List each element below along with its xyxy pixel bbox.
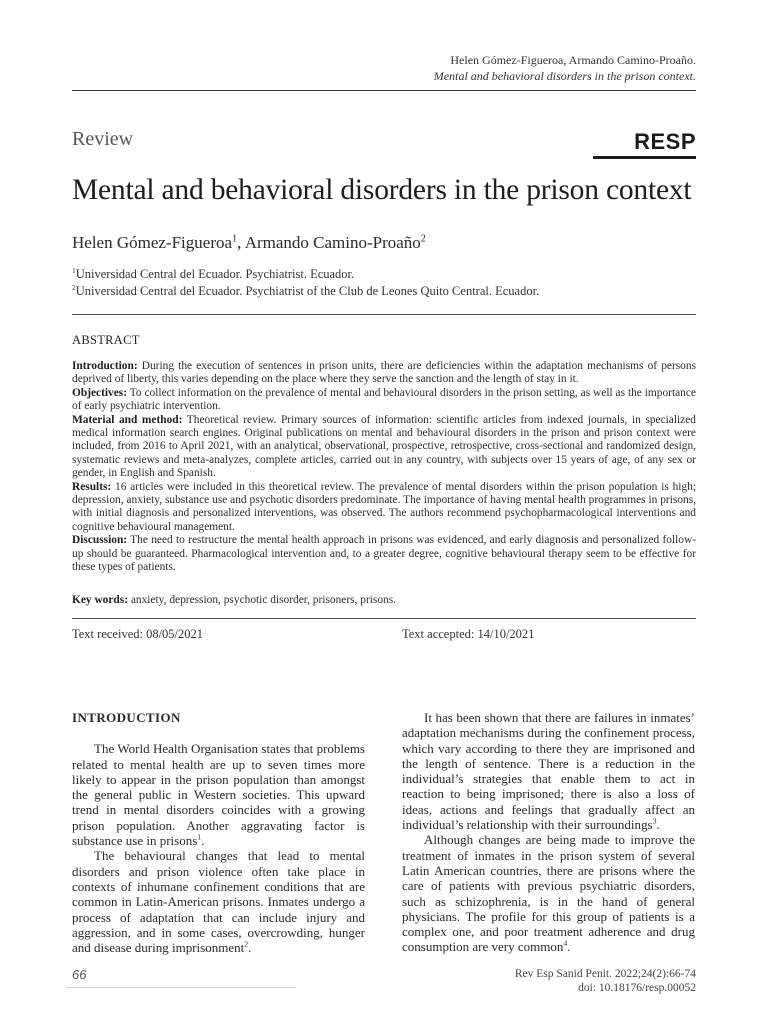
abstract-section-text: During the execution of sentences in prison units, there are deficiencies within the adaptation mechanisms of persons deprived of liberty, this varies depending on the place where they serve the sanction and the length of stay in it. [72, 360, 696, 386]
keywords-label: Key words: [72, 594, 128, 606]
paragraph-end: . [248, 940, 252, 956]
reference-mark: 2 [244, 939, 249, 949]
abstract-section-text: Theoretical review. Primary sources of information: scientific articles from indexed journals, in specialized medical information search engines. Original publications on mental and behavioural disorders in the prison and prison context were included, from 2016 to April 2021, with an analytical, observational, prospective, retrospective, cross-sectional and randomized design, systematic reviews and meta-analyzes, complete articles, carried out in any country, with subjects over 15 years of age, of any sex or gender, in English and Spanish. [72, 413, 696, 480]
affiliation-mark: 1 [72, 265, 76, 275]
author-affil-mark: 2 [420, 233, 426, 245]
reference-mark: 3 [652, 816, 657, 826]
abstract-section-label: Material and method: [72, 413, 183, 426]
journal-logo: RESP [634, 129, 696, 154]
abstract-section-text: To collect information on the prevalence of mental and behavioural disorders in the prison setting, as well as the importance of early psychiatric intervention. [72, 386, 696, 413]
abstract-section-label: Discussion: [72, 534, 128, 547]
affiliation [72, 266, 539, 283]
date-received: Text received: 08/05/2021 [72, 627, 204, 641]
paragraph-text: The World Health Organisation states that problems related to mental health are up to seven times more likely to appear in the prison population than amongst the general public in Western societies. This upward trend in mental disorders coincides with a growing prison population. Another aggravating factor is substance use in prisons [72, 741, 365, 849]
body-paragraph [72, 741, 365, 848]
paragraph-end: . [656, 817, 660, 833]
keywords-text: anxiety, depression, psychotic disorder, prisoners, prisons. [128, 594, 397, 606]
doi-text: doi: 10.18176/resp.00052 [578, 982, 696, 994]
citation-text: Rev Esp Sanid Penit. 2022;24(2):66-74 [514, 968, 696, 980]
body-paragraph [72, 848, 365, 955]
affiliations [72, 266, 539, 300]
introduction-heading: INTRODUCTION [72, 710, 181, 725]
body-paragraph [402, 710, 695, 832]
footer-rule [66, 987, 296, 988]
keywords [72, 594, 696, 606]
abstract-section [72, 481, 696, 535]
author-name: Helen Gómez-Figueroa [72, 233, 233, 252]
author-list [72, 233, 426, 253]
affiliation-mark: 2 [72, 282, 76, 292]
author-name: Armando Camino-Proaño [244, 233, 421, 252]
abstract-section [72, 360, 696, 387]
abstract-section-text: The need to restructure the mental health approach in prisons was evidenced, and early diagnosis and personalized follow-up should be guaranteed. Pharmacological intervention and, to a greater degree, cognitive behavioural therapy seem to be effective for these types of patients. [72, 534, 696, 574]
running-head-title: Mental and behavioral disorders in the prison context. [433, 69, 696, 83]
abstract-section-label: Introduction: [72, 360, 138, 372]
abstract-top-rule [72, 314, 696, 315]
abstract-section-text: 16 articles were included in this theoretical review. The prevalence of mental disorders within the prison population is high; depression, anxiety, substance use and psychotic disorders predominate. The importance of having mental health programmes in prisons, with initial diagnosis and personalized interventions, was observed. The authors recommend psychopharmacological interventions and cognitive behavioural management. [72, 480, 696, 533]
article-title: Mental and behavioral disorders in the prison context [72, 174, 692, 206]
body-paragraph [402, 832, 695, 954]
affiliation [72, 283, 539, 300]
paragraph-text: The behavioural changes that lead to mental disorders and prison violence often take place in contexts of inhumane confinement conditions that are common in Latin-American prisons. Inmates undergo a process of adaptation that can include injury and aggression, and in some cases, overcrowding, hunger and disease during imprisonment [72, 848, 365, 956]
section-label: Review [72, 128, 134, 150]
abstract-section [72, 387, 696, 414]
page-number: 66 [72, 967, 87, 982]
reference-mark: 1 [197, 832, 202, 842]
paragraph-end: . [567, 939, 571, 955]
abstract-heading: ABSTRACT [72, 333, 140, 347]
running-head-authors: Helen Gómez-Figueroa, Armando Camino-Proaño. [450, 53, 696, 67]
affiliation-text: Universidad Central del Ecuador. Psychiatrist. Ecuador. [75, 267, 355, 281]
paragraph-text: It has been shown that there are failures in inmates’ adaptation mechanisms during the confinement process, which vary according to there they are imprisoned and the length of sentence. There is a reduction in the individual’s strategies that enable them to act in reaction to being imprisoned; there is also a loss of ideas, actions and feelings that gradually affect an individual’s relationship with their surroundings [402, 710, 695, 833]
abstract-section-label: Objectives: [72, 386, 128, 399]
author-separator: , [237, 233, 245, 252]
body-column-right [402, 710, 695, 955]
journal-citation [515, 967, 696, 995]
abstract-section [72, 414, 696, 481]
body-column-left [72, 710, 365, 955]
date-accepted: Text accepted: 14/10/2021 [402, 627, 535, 641]
author-affil-mark: 1 [232, 233, 238, 245]
abstract-body [72, 360, 696, 575]
logo-underline [593, 156, 696, 159]
abstract-section-label: Results: [72, 480, 112, 493]
abstract-bottom-rule [72, 618, 696, 619]
header-rule [72, 90, 696, 91]
affiliation-text: Universidad Central del Ecuador. Psychiatrist of the Club de Leones Quito Central. Ecuador. [75, 284, 540, 298]
paragraph-end: . [201, 833, 205, 849]
running-head [434, 52, 696, 84]
abstract-section [72, 534, 696, 574]
reference-mark: 4 [563, 939, 568, 949]
paragraph-text: Although changes are being made to improve the treatment of inmates in the prison system of several Latin American countries, there are prisons where the care of patients with previous psychiatric disorders, such as schizophrenia, is in the hand of general physicians. The profile for this group of patients is a complex one, and poor treatment adherence and drug consumption are very common [402, 832, 695, 955]
